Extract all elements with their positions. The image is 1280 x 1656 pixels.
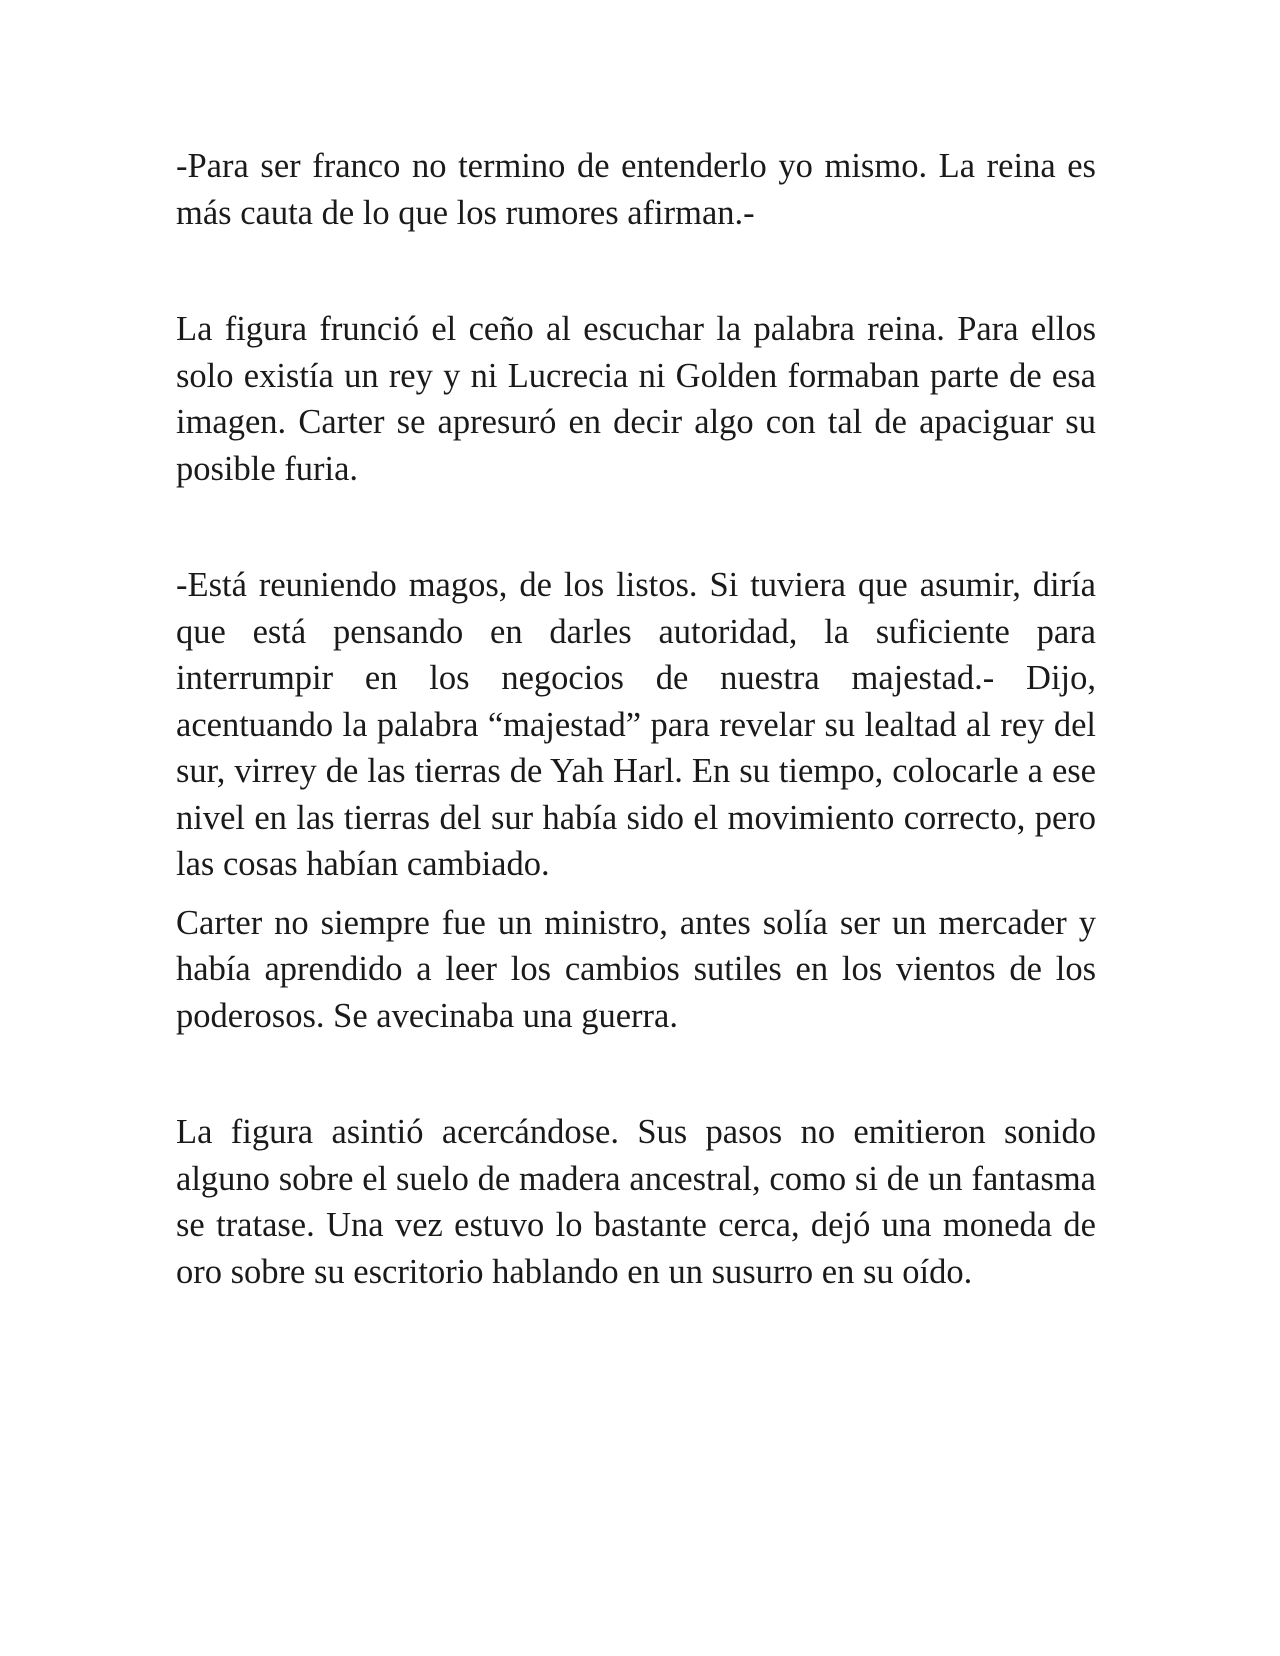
paragraph-5: La figura asintió acercándose. Sus pasos no emitieron sonido alguno sobre el suelo de madera ancestral, como si de un fantasma se tratase. Una vez estuvo lo bastante cerca, dejó una moneda de oro sobre su escritorio hablando en un susurro en su oído. — [176, 1113, 1096, 1291]
paragraph-4: Carter no siempre fue un ministro, antes solía ser un mercader y había aprendido a leer los cambios sutiles en los vientos de los poderosos. Se avecinaba una guerra. — [176, 903, 1096, 1035]
paragraph-1: -Para ser franco no termino de entenderlo yo mismo. La reina es más cauta de lo que los rumores afirman.- — [176, 147, 1096, 232]
text-column — [176, 143, 1096, 1295]
paragraph-2: La figura frunció el ceño al escuchar la palabra reina. Para ellos solo existía un rey y ni Lucrecia ni Golden formaban parte de esa imagen. Carter se apresuró en decir algo con tal de apaciguar su posible furia. — [176, 310, 1096, 488]
paragraph-3: -Está reuniendo magos, de los listos. Si tuviera que asumir, diría que está pensando en darles autoridad, la suficiente para interrumpir en los negocios de nuestra majestad.- Dijo, acentuando la palabra “majestad” para revelar su lealtad al rey del sur, virrey de las tierras de Yah Harl. En su tiempo, colocarle a ese nivel en las tierras del sur había sido el movimiento correcto, pero las cosas habían cambiado. — [176, 566, 1096, 883]
